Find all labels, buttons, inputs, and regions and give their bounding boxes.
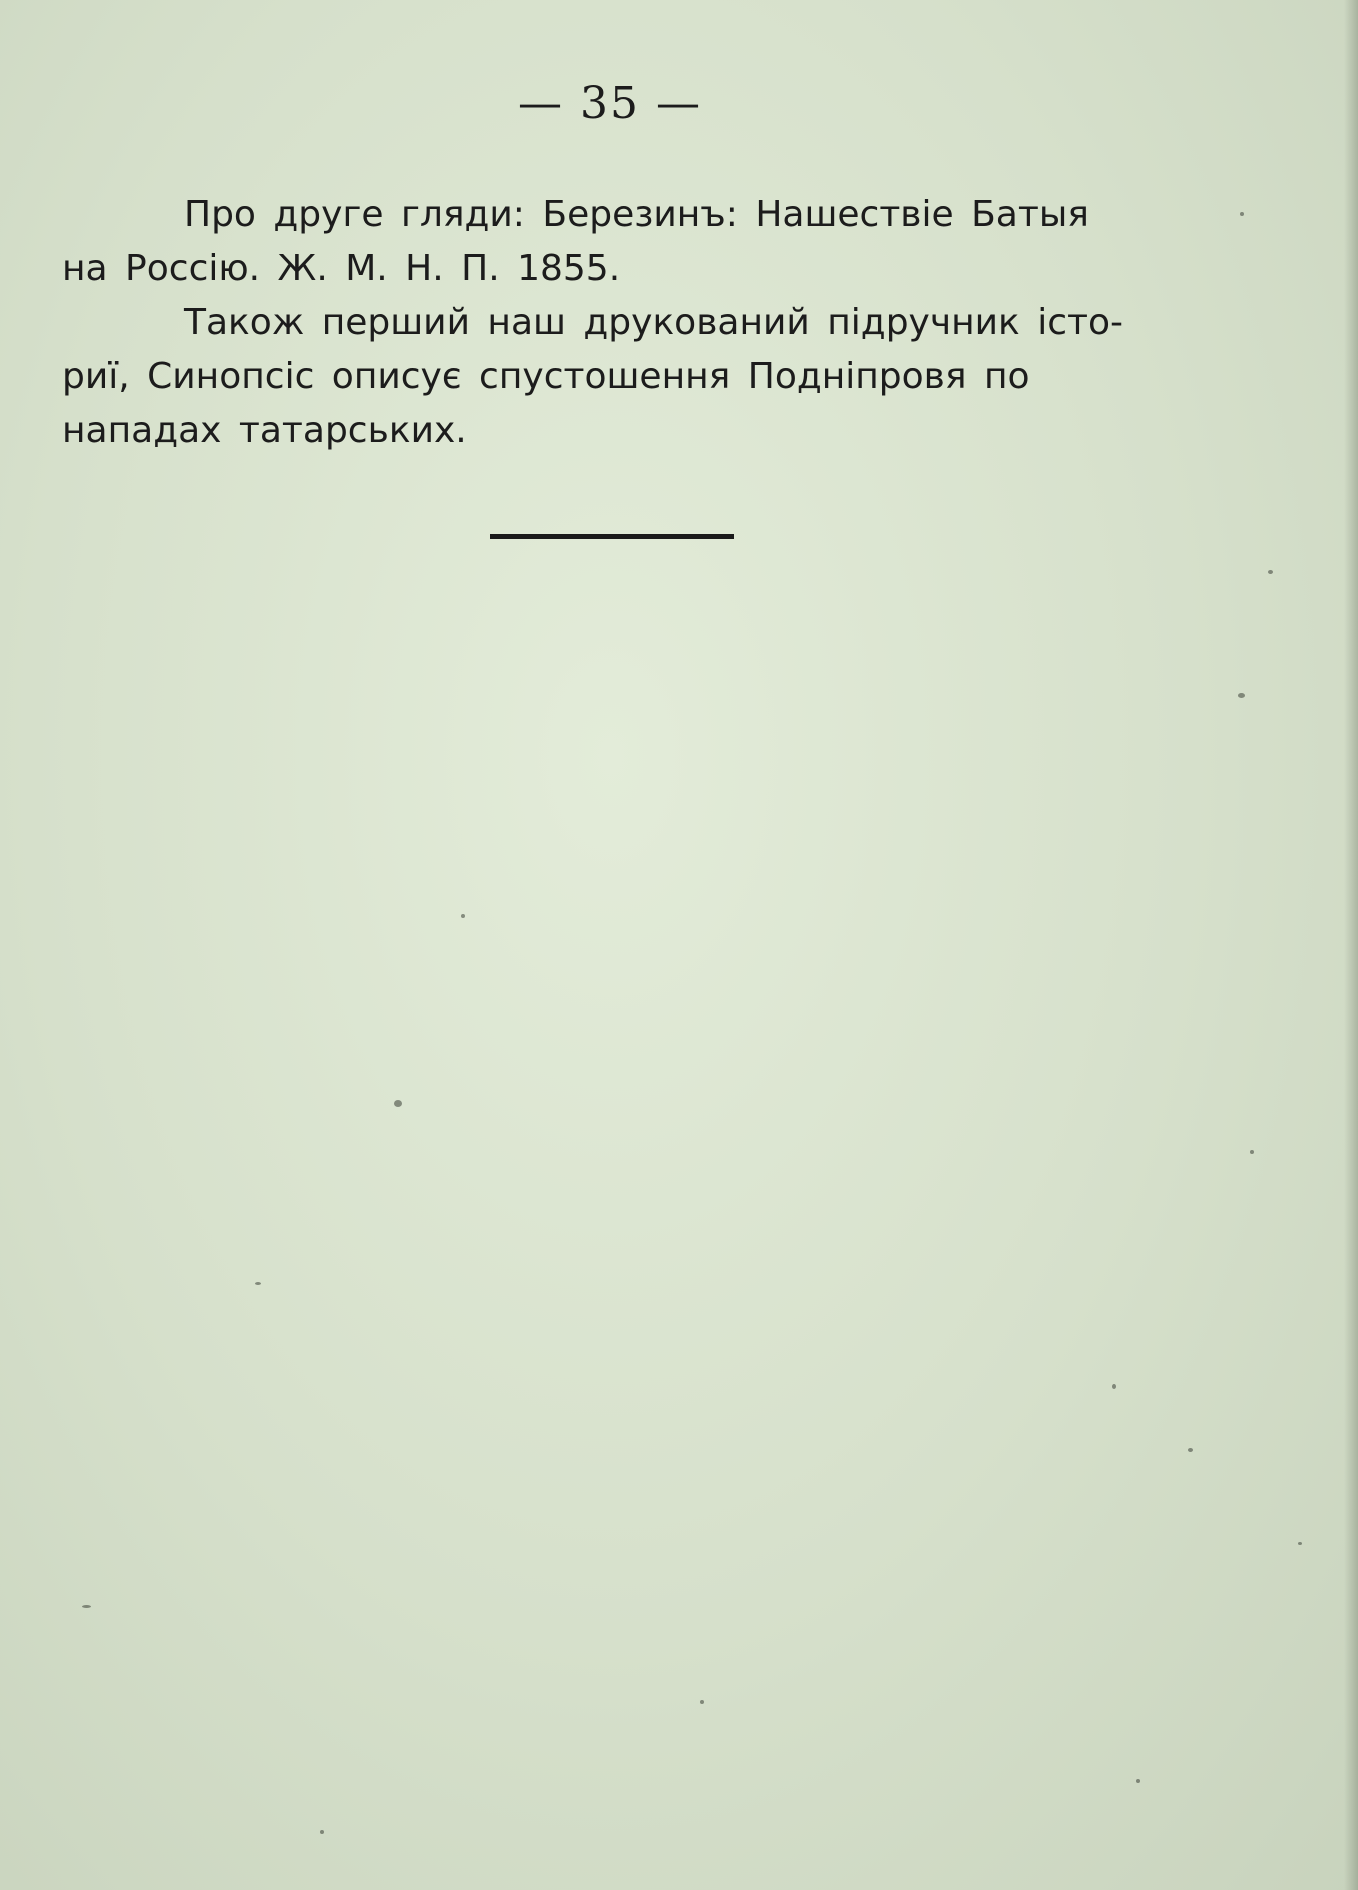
paragraph-line: риї, Синопсіс описує спустошення Подніпровя по [62, 356, 1030, 397]
paper-speck [700, 1700, 704, 1704]
paper-speck [1238, 693, 1245, 698]
line-text: Також перший наш друкований підручник істо- [184, 302, 1124, 343]
paper-speck [1250, 1150, 1254, 1154]
paper-speck [1240, 212, 1244, 216]
paragraph-references [62, 188, 1152, 296]
section-divider-rule [490, 534, 734, 539]
paper-speck [1188, 1448, 1193, 1452]
page-number: — 35 — [518, 78, 702, 129]
paragraph-line: нападах татарських. [62, 410, 467, 451]
paper-speck [1268, 570, 1273, 574]
paper-speck [1112, 1384, 1116, 1389]
paragraph-line [62, 188, 1152, 242]
paper-speck [320, 1830, 324, 1834]
body-text [62, 188, 1152, 458]
paragraph-line: на Россію. Ж. М. Н. П. 1855. [62, 248, 621, 289]
paragraph-line [62, 296, 1152, 350]
paper-speck [1298, 1542, 1302, 1545]
line-text: Про друге гляди: Березинъ: Нашествіе Батыя [184, 194, 1089, 235]
paper-speck [82, 1605, 91, 1608]
paper-speck [461, 914, 465, 918]
paper-speck [255, 1282, 261, 1285]
paragraph-synopsis [62, 296, 1152, 458]
paper-speck [1136, 1779, 1140, 1783]
page-edge-shadow [1344, 0, 1358, 1890]
paper-speck [394, 1100, 402, 1107]
